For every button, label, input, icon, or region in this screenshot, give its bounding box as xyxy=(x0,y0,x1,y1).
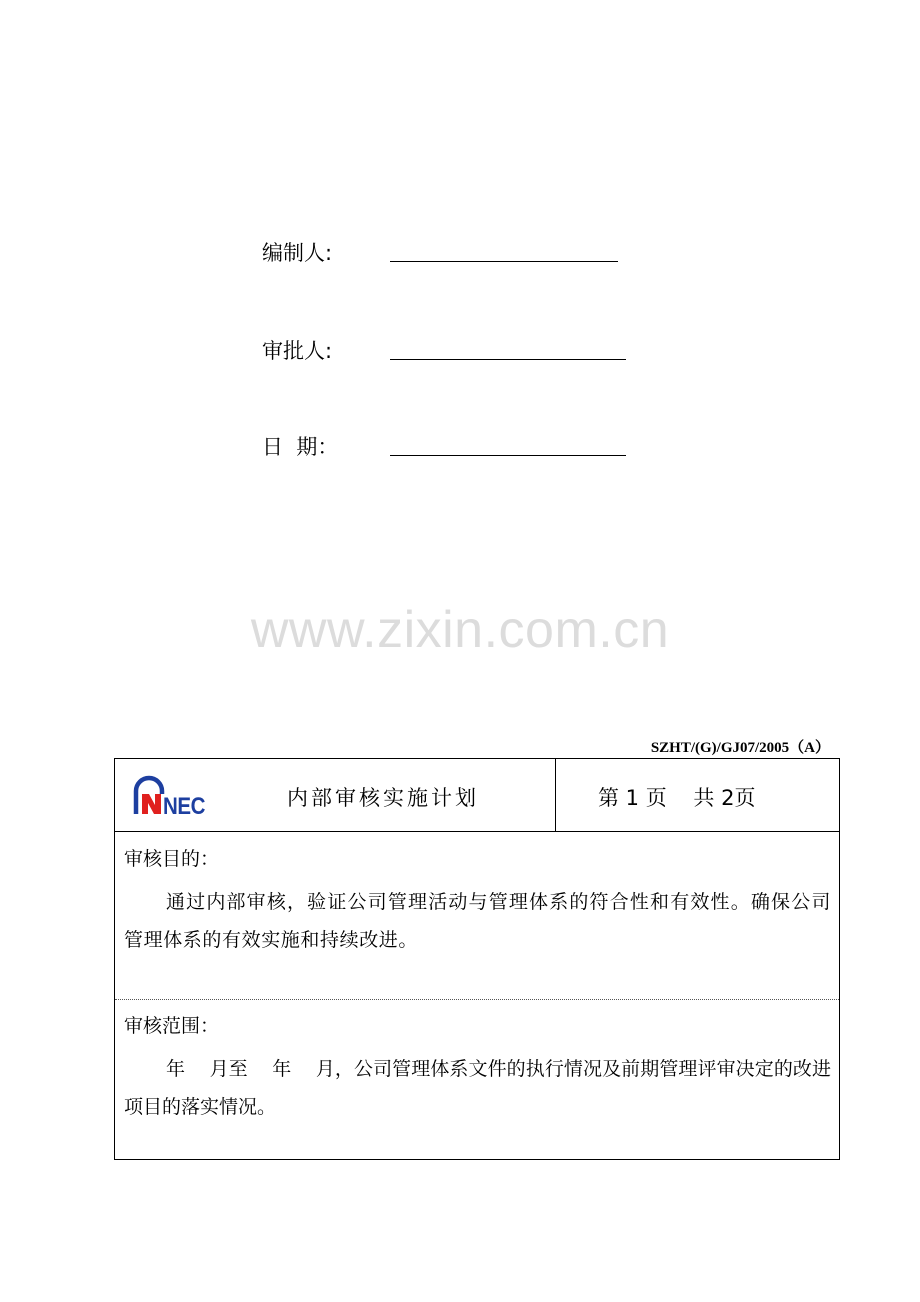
audit-purpose-heading: 审核目的： xyxy=(124,848,220,870)
form-header xyxy=(115,759,839,832)
watermark: www.zixin.com.cn xyxy=(250,601,670,659)
logo-letters: NEC xyxy=(163,793,206,820)
audit-plan-form xyxy=(114,758,840,1160)
page-info-cell xyxy=(556,759,839,831)
audit-scope-heading: 审核范围： xyxy=(124,1015,220,1037)
date-label: 日 期： xyxy=(262,435,339,459)
compiler-signature-row xyxy=(262,236,618,266)
approver-signature-line xyxy=(390,339,626,360)
form-title: 内部审核实施计划 xyxy=(287,786,479,810)
audit-scope-text: 年 月至 年 月，公司管理体系文件的执行情况及前期管理评审决定的改进项目的落实情况。 xyxy=(124,1058,831,1118)
page-info: 第 1 页 共 2页 xyxy=(598,786,756,810)
title-cell xyxy=(115,759,556,831)
audit-scope-section xyxy=(115,1001,839,1159)
nec-logo-icon xyxy=(133,775,207,820)
compiler-label: 编制人: xyxy=(262,241,333,265)
compiler-signature-line xyxy=(390,241,618,262)
approver-label: 审批人: xyxy=(262,339,333,363)
date-signature-row xyxy=(262,430,626,460)
audit-purpose-text: 通过内部审核，验证公司管理活动与管理体系的符合性和有效性。确保公司管理体系的有效实施和持续改进。 xyxy=(124,891,831,951)
audit-purpose-section xyxy=(115,832,839,1000)
approver-signature-row xyxy=(262,334,626,364)
document-code: SZHT/(G)/GJ07/2005（A） xyxy=(650,740,830,756)
date-signature-line xyxy=(390,435,626,456)
